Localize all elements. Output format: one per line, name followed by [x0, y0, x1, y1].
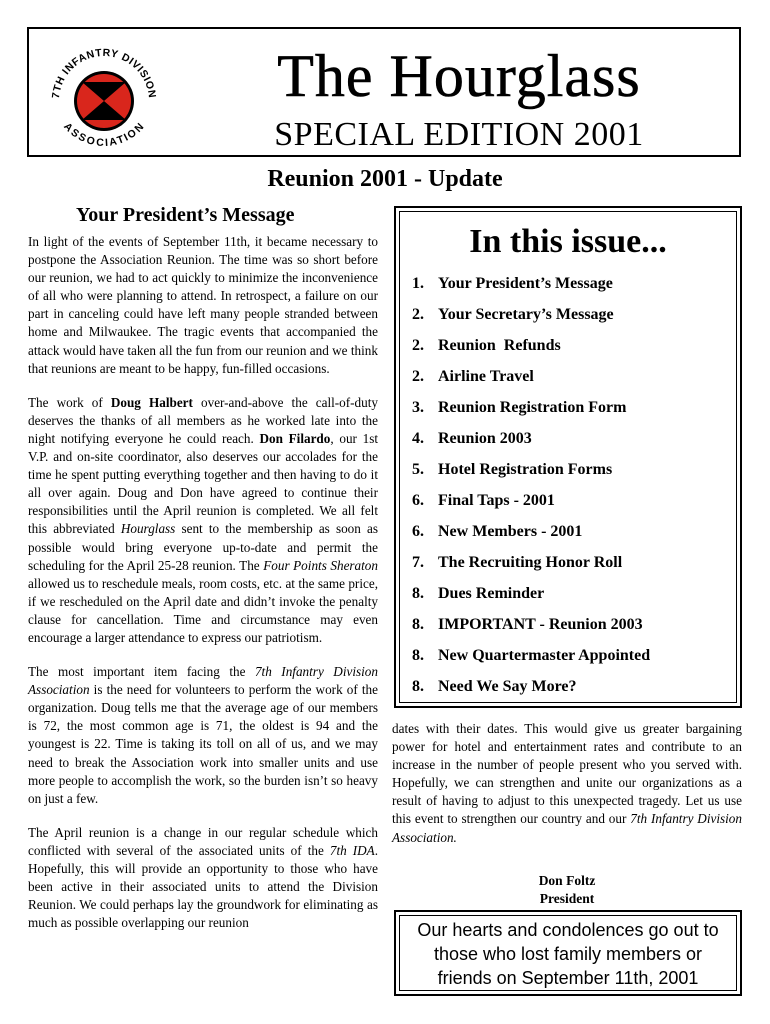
don-filardo-name: Don Filardo — [259, 430, 331, 446]
newsletter-subtitle: SPECIAL EDITION 2001 — [274, 116, 644, 153]
paragraph-1: In light of the events of September 11th, it became necessary to postpone the Association Reunion. The time was so short before our reunion, we had to act quickly to minimize the inconvenience of all who were planning to attend. In retrospect, a failure on our part in canceling could have left many people stranded between home and Milwaukee. The tragic events that accompanied the attack would have taken all the fun from our reunion and we think that reunions are meant to be happy, fun-filled occasions. — [28, 234, 378, 376]
page-headline: Reunion 2001 - Update — [267, 166, 503, 192]
signoff — [460, 872, 674, 908]
list-item: 4. Reunion 2003 — [412, 430, 532, 447]
condolence-text: Our hearts and condolences go out to those who lost family members or friends on September 11th, 2001 — [417, 920, 719, 988]
president-message-heading: Your President’s Message — [76, 204, 295, 226]
signoff-title: President — [539, 891, 595, 906]
doug-halbert-name: Doug Halbert — [110, 394, 193, 410]
newsletter-title: The Hourglass — [277, 43, 641, 109]
list-item: 6. Final Taps - 2001 — [412, 492, 555, 509]
paragraph-2: The work of Doug Halbert over-and-above the call-of-duty deserves the thanks of all members as he worked late into the night notifying everyone he could reach. Don Filardo, our 1st V.P. and on-site coordinator, also deserves our accolades for the time he spent putting everything together and then having to do it all over again. Doug and Don have agreed to continue their responsibilities until the April reunion is completed. We all felt this abbreviated Hourglass sent to the membership as soon as possible would bring everyone up-to-date and permit the scheduling for the April 25-28 reunion. The Four Points Sheraton allowed us to reschedule meals, room costs, etc. at the same price, if we rescheduled on the April date and didn’t invoke the penalty clause for cancellation. Time and circumstance may even encourage a larger attendance to express our patriotism. — [28, 394, 379, 645]
list-item: 7. The Recruiting Honor Roll — [412, 554, 623, 571]
paragraph-4: The April reunion is a change in our regular schedule which conflicted with several of the associated units of the 7th IDA. Hopefully, this will provide an opportunity to those who have been active in their associated units to attend the Division Reunion. We could perhaps lay the groundwork for eliminating as much as possible overlapping our reunion — [28, 824, 378, 931]
list-item: 2. Your Secretary’s Message — [412, 306, 614, 323]
signoff-name: Don Foltz — [538, 873, 596, 888]
paragraph-continued: dates with their dates. This would give us greater bargaining power for hotel and entertainment rates and contribute to an increase in the number of people present who you served with. Hopefully, we can strengthen and unite our organizations as a result of having to adjust to this unexpected tragedy. Let us use this event to strengthen our country and our 7th Infantry Division Association. — [392, 721, 742, 845]
list-item: 3. Reunion Registration Form — [412, 399, 627, 416]
hourglass-division-emblem-icon — [45, 35, 163, 153]
in-this-issue-box — [394, 206, 742, 708]
list-item: 8. Need We Say More? — [412, 678, 577, 695]
logo-top-text: 7TH INFANTRY DIVISION — [50, 46, 159, 100]
president-message-body — [28, 233, 378, 948]
in-this-issue-list — [412, 272, 650, 706]
condolence-box — [394, 910, 742, 996]
masthead — [27, 27, 741, 157]
list-item: 8. Dues Reminder — [412, 585, 545, 602]
list-item: 8. IMPORTANT - Reunion 2003 — [412, 616, 643, 633]
list-item: 2. Airline Travel — [412, 368, 534, 385]
list-item: 8. New Quartermaster Appointed — [412, 647, 651, 664]
list-item: 2. Reunion Refunds — [412, 337, 561, 354]
president-message-continued — [392, 720, 742, 847]
list-item: 1. Your President’s Message — [412, 275, 613, 292]
in-this-issue-title: In this issue... — [469, 223, 667, 260]
logo-bottom-text: ASSOCIATION — [61, 120, 147, 150]
list-item: 5. Hotel Registration Forms — [412, 461, 613, 478]
list-item: 6. New Members - 2001 — [412, 523, 583, 540]
paragraph-3: The most important item facing the 7th Infantry Division Association is the need for volunteers to perform the work of the organization. Doug tells me that the average age of our members is 72, the most common age is 71, the oldest is 94 and the youngest is 22. Time is taking its toll on all of us, and we may need to break the Association work into smaller units and use more people to accomplish the work, so the burden isn’t so heavy on just a few. — [28, 664, 378, 806]
